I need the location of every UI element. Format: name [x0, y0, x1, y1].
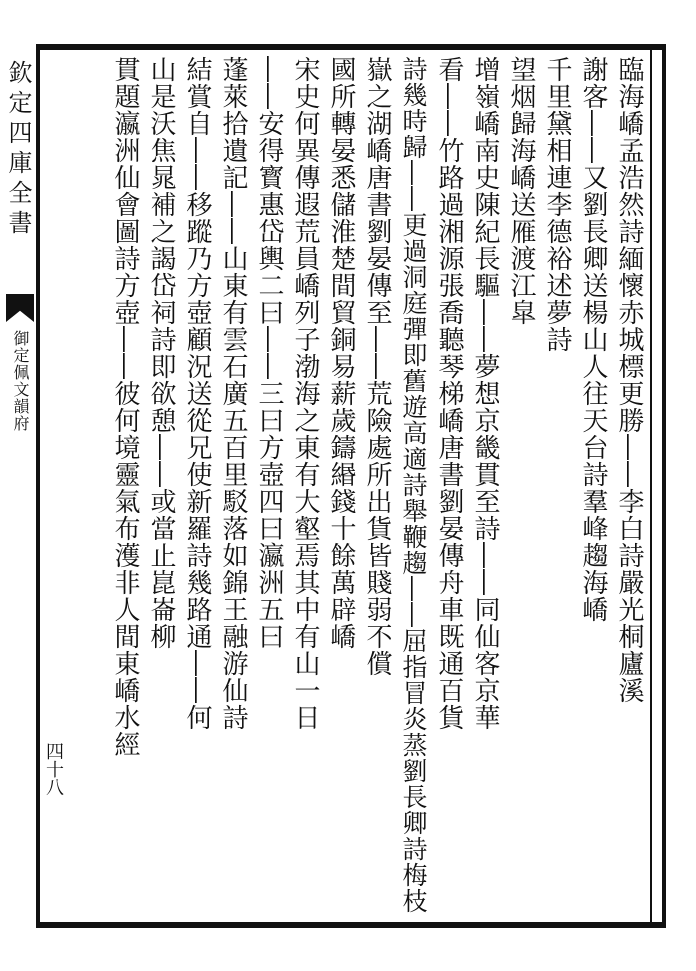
bottom-border: [36, 922, 666, 928]
text-column-1: 臨海嶠孟浩然詩緬懷赤城標更勝――李白詩嚴光桐廬溪: [614, 56, 644, 704]
margin-column: [4, 60, 32, 240]
text-column-11: ――安得寳惠岱輿二曰――三曰方壺四曰瀛洲五曰: [254, 56, 284, 650]
left-border: [36, 44, 40, 928]
fish-tail-mark: [6, 294, 34, 322]
text-column-7: 詩幾時歸――更過洞庭彈即舊遊高適詩舉鞭趨――屈指冒炎蒸劉長卿詩梅枝: [399, 56, 428, 914]
text-column-10: 宋史何異傳遐荒員嶠列子渤海之東有大壑焉其中有山一日: [290, 56, 320, 731]
text-column-12: 蓬萊拾遺記――山東有雲石廣五百里駁落如錦王融游仙詩: [218, 56, 248, 731]
right-border: [662, 44, 666, 928]
text-column-6: 看――竹路過湘源張喬聽琴梯嶠唐書劉晏傳舟車既通百貨: [434, 56, 464, 731]
page-number: 四十八: [43, 742, 64, 796]
book-title: 欽定四庫全書: [4, 60, 32, 240]
text-column-3: 千里黛相連李德裕述夢詩: [542, 56, 572, 353]
text-column-2: 謝客――又劉長卿送楊山人往天台詩羣峰趨海嶠: [578, 56, 608, 623]
text-column-4: 望烟歸海嶠送雁渡江皐: [506, 56, 536, 326]
text-column-5: 增嶺嶠南史陳紀長驅――夢想京畿貫至詩――同仙客京華: [470, 56, 500, 731]
text-column-13: 結賞自――移蹤乃方壺顧況送從兄使新羅詩幾路通――何: [182, 56, 212, 731]
text-column-14: 山是沃焦晁補之謁岱祠詩即欲憩――或當止崑崙柳: [146, 56, 176, 650]
volume-title: 御定佩文韻府: [11, 330, 30, 432]
top-border: [36, 44, 666, 50]
inner-right-border: [650, 44, 652, 928]
text-column-8: 嶽之湖嶠唐書劉晏傳至――荒險處所出貨皆賤弱不償: [362, 56, 392, 677]
text-column-9: 國所轉晏悉儲淮楚間貿銅易薪歲鑄緡錢十餘萬辟嶠: [326, 56, 356, 650]
text-column-15: 貫題瀛洲仙會圖詩方壺――彼何境靈氣布濩非人間東嶠水經: [110, 56, 140, 758]
